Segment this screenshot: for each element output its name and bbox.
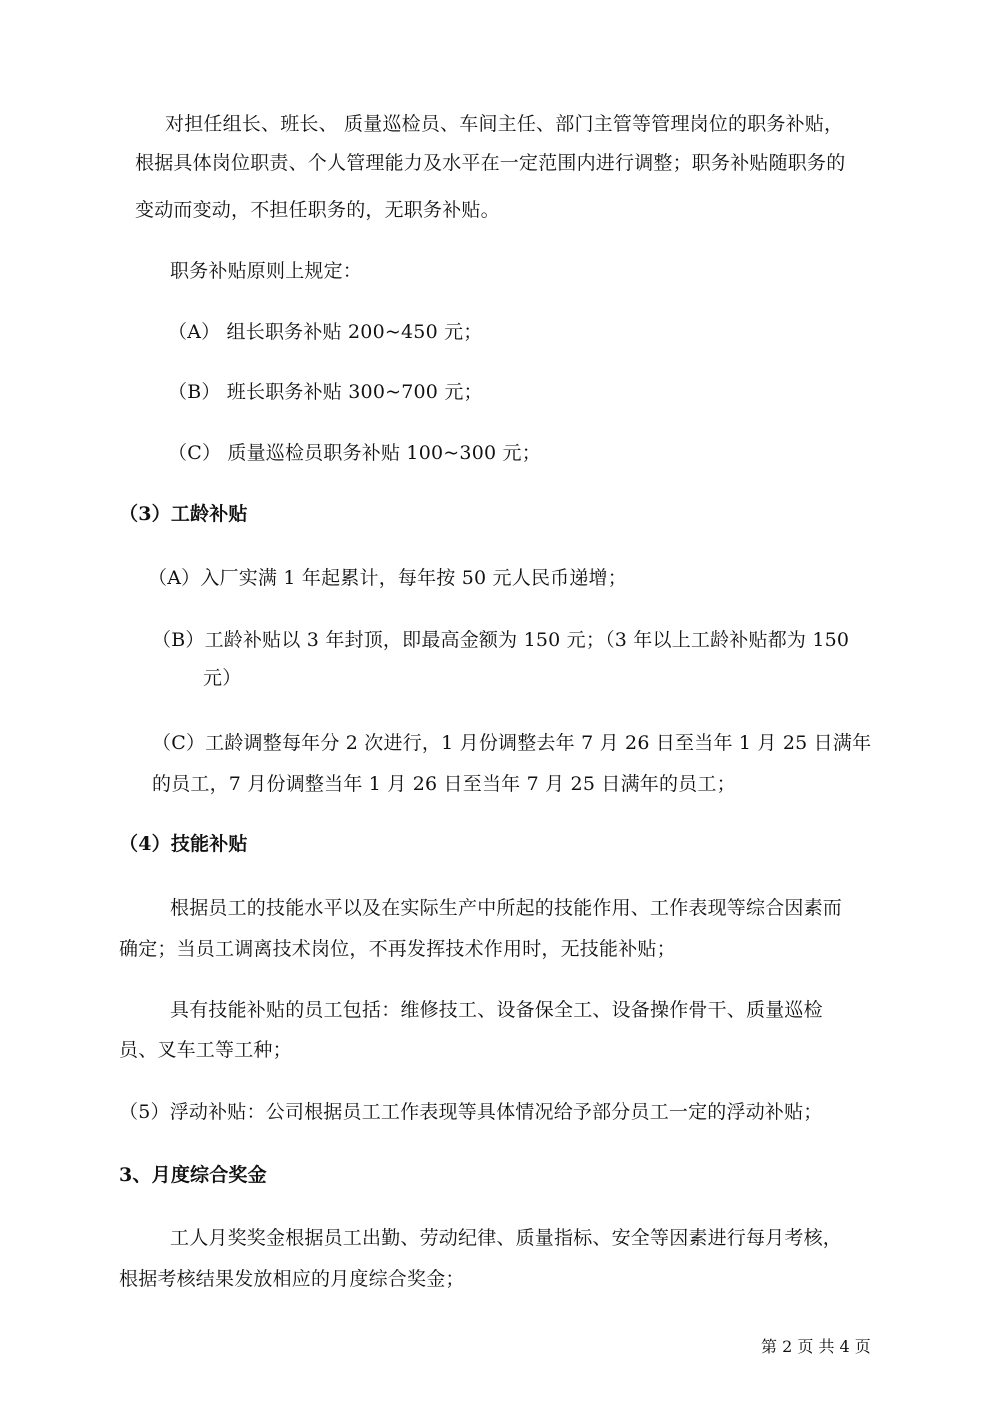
paragraph-line: 根据具体岗位职责、个人管理能力及水平在一定范围内进行调整；职务补贴随职务的 [135, 152, 846, 174]
paragraph-line: 确定；当员工调离技术岗位，不再发挥技术作用时，无技能补贴； [119, 938, 676, 960]
paragraph-line: 员、叉车工等工种； [119, 1039, 292, 1061]
list-item: （C） 质量巡检员职务补贴 100~300 元； [168, 442, 541, 464]
section-heading: 3、月度综合奖金 [119, 1164, 267, 1186]
section-heading: （4）技能补贴 [119, 833, 248, 855]
list-item: （A）入厂实满 1 年起累计，每年按 50 元人民币递增； [148, 567, 627, 589]
list-item-continuation: 的员工，7 月份调整当年 1 月 26 日至当年 7 月 25 日满年的员工； [152, 773, 736, 795]
page-number-footer: 第 2 页 共 4 页 [761, 1337, 871, 1356]
section-heading: （3）工龄补贴 [119, 503, 248, 525]
list-item: （A） 组长职务补贴 200~450 元； [168, 321, 483, 343]
section-heading-inline: （5）浮动补贴：公司根据员工工作表现等具体情况给予部分员工一定的浮动补贴； [119, 1101, 823, 1123]
list-item: （C）工龄调整每年分 2 次进行，1 月份调整去年 7 月 26 日至当年 1 月 25 日满年 [152, 732, 872, 754]
paragraph-line: 根据考核结果发放相应的月度综合奖金； [119, 1268, 465, 1290]
paragraph-line: 对担任组长、班长、 质量巡检员、车间主任、部门主管等管理岗位的职务补贴， [165, 113, 844, 135]
paragraph-line: 具有技能补贴的员工包括：维修技工、设备保全工、设备操作骨干、质量巡检 [170, 999, 823, 1021]
paragraph-line: 工人月奖奖金根据员工出勤、劳动纪律、质量指标、安全等因素进行每月考核， [170, 1227, 843, 1249]
paragraph-line: 职务补贴原则上规定： [170, 260, 363, 282]
list-item-continuation: 元） [203, 667, 242, 689]
list-item: （B）工龄补贴以 3 年封顶，即最高金额为 150 元；（3 年以上工龄补贴都为 150 [152, 629, 850, 651]
paragraph-line: 变动而变动，不担任职务的，无职务补贴。 [135, 199, 500, 221]
paragraph-line: 根据员工的技能水平以及在实际生产中所起的技能作用、工作表现等综合因素而 [170, 897, 843, 919]
list-item: （B） 班长职务补贴 300~700 元； [168, 381, 483, 403]
